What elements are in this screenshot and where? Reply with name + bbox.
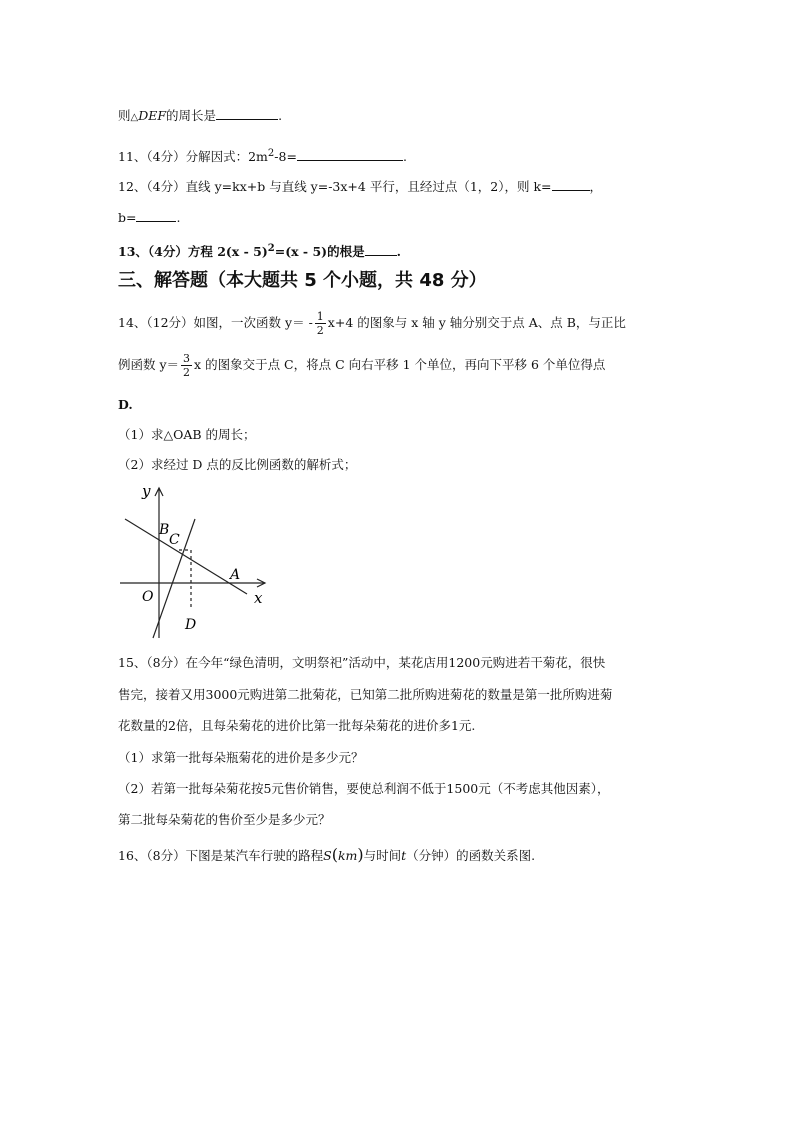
q12-line1 xyxy=(118,177,602,196)
q15-line2: 售完，接着又用3000元购进第二批菊花，已知第二批所购进菊花的数量是第一批所购进菊 xyxy=(118,687,613,702)
q16-paren-open: ( xyxy=(331,845,338,864)
q11-label: 11、（4分）分解因式：2m xyxy=(118,149,268,165)
q16-c: （分钟）的函数关系图. xyxy=(406,848,536,863)
q12-line2 xyxy=(118,208,180,227)
q10-def: DEF xyxy=(138,108,167,123)
section-heading: 三、解答题（本大题共 5 个小题，共 48 分） xyxy=(118,270,487,291)
q16-line xyxy=(118,846,535,865)
q10-triangle: △ xyxy=(130,112,139,123)
q14-fraction-1 xyxy=(315,310,326,337)
q13-line xyxy=(118,240,401,261)
frac1-num: 1 xyxy=(316,310,324,323)
q15-part1: （1）求第一批每朵瓶菊花的进价是多少元？ xyxy=(118,750,364,765)
q16-a: 16、（8分）下图是某汽车行驶的路程 xyxy=(118,848,324,863)
q13-end: . xyxy=(396,244,401,260)
q10-end: . xyxy=(278,108,283,123)
q11-end: . xyxy=(402,149,407,165)
frac1-den: 2 xyxy=(316,324,324,337)
frac2-num: 3 xyxy=(183,352,191,365)
q12-b-blank xyxy=(136,208,176,222)
q15-line1: 15、（8分）在今年“绿色清明，文明祭祀”活动中，某花店用1200元购进若干菊花，很快 xyxy=(118,655,606,670)
q12-k-blank xyxy=(552,177,590,191)
q10-line xyxy=(118,106,282,127)
q13-text: 13、（4分）方程 2(x - 5) xyxy=(118,244,268,260)
q13-answer-blank xyxy=(365,242,397,256)
label-b: B xyxy=(159,522,170,538)
label-y: y xyxy=(142,482,151,500)
q14-fraction-2 xyxy=(181,352,192,379)
label-o: O xyxy=(142,589,154,605)
q10-pre: 则 xyxy=(118,108,131,123)
label-c: C xyxy=(169,532,180,548)
q11-rest: -8= xyxy=(274,149,297,165)
label-x: x xyxy=(254,589,263,607)
q11-answer-blank xyxy=(297,147,403,161)
label-d: D xyxy=(185,617,197,633)
q14-part1: （1）求△OAB 的周长； xyxy=(118,427,256,442)
q10-post: 的周长是 xyxy=(166,108,217,123)
q15-part2b: 第二批每朵菊花的售价至少是多少元？ xyxy=(118,812,331,827)
q16-unit: km xyxy=(337,848,358,863)
q14-line3: D. xyxy=(118,397,133,412)
q14-line1-b: x+4 的图象与 x 轴 y 轴分别交于点 A、点 B，与正比 xyxy=(327,315,626,330)
q16-t: t xyxy=(401,848,407,863)
q14-part2: （2）求经过 D 点的反比例函数的解析式； xyxy=(118,457,357,472)
q14-line1 xyxy=(118,308,626,338)
q14-line2-b: x 的图象交于点 C，将点 C 向右平移 1 个单位，再向下平移 6 个单位得点 xyxy=(194,357,606,372)
q16-b: 与时间 xyxy=(363,848,402,863)
q12-b-label: b= xyxy=(118,210,137,225)
q13-rest: =(x - 5)的根是 xyxy=(274,244,365,260)
q12-comma: ， xyxy=(589,179,603,194)
q13-sup: 2 xyxy=(267,243,275,254)
q11-sup: 2 xyxy=(267,148,275,159)
q16-paren-close: ) xyxy=(357,845,364,864)
q15-part2: （2）若第一批每朵菊花按5元售价销售，要使总利润不低于1500元（不考虑其他因素）， xyxy=(118,781,610,796)
q15-line3: 花数量的2倍，且每朵菊花的进价比第一批每朵菊花的进价多1元. xyxy=(118,718,476,733)
q14-line2-a: 例函数 y＝ xyxy=(118,357,180,372)
q12-text: 12、（4分）直线 y=kx+b 与直线 y=-3x+4 平行，且经过点（1，2），则 k= xyxy=(118,179,552,194)
q14-line2 xyxy=(118,350,605,380)
q14-figure xyxy=(115,482,275,642)
q11-line xyxy=(118,145,407,166)
frac2-den: 2 xyxy=(183,366,191,379)
q12-end: . xyxy=(176,210,181,225)
q16-s: S xyxy=(323,848,332,863)
label-a: A xyxy=(230,567,241,583)
q10-answer-blank xyxy=(216,106,278,120)
q14-line1-a: 14、（12分）如图，一次函数 y＝ - xyxy=(118,315,313,330)
